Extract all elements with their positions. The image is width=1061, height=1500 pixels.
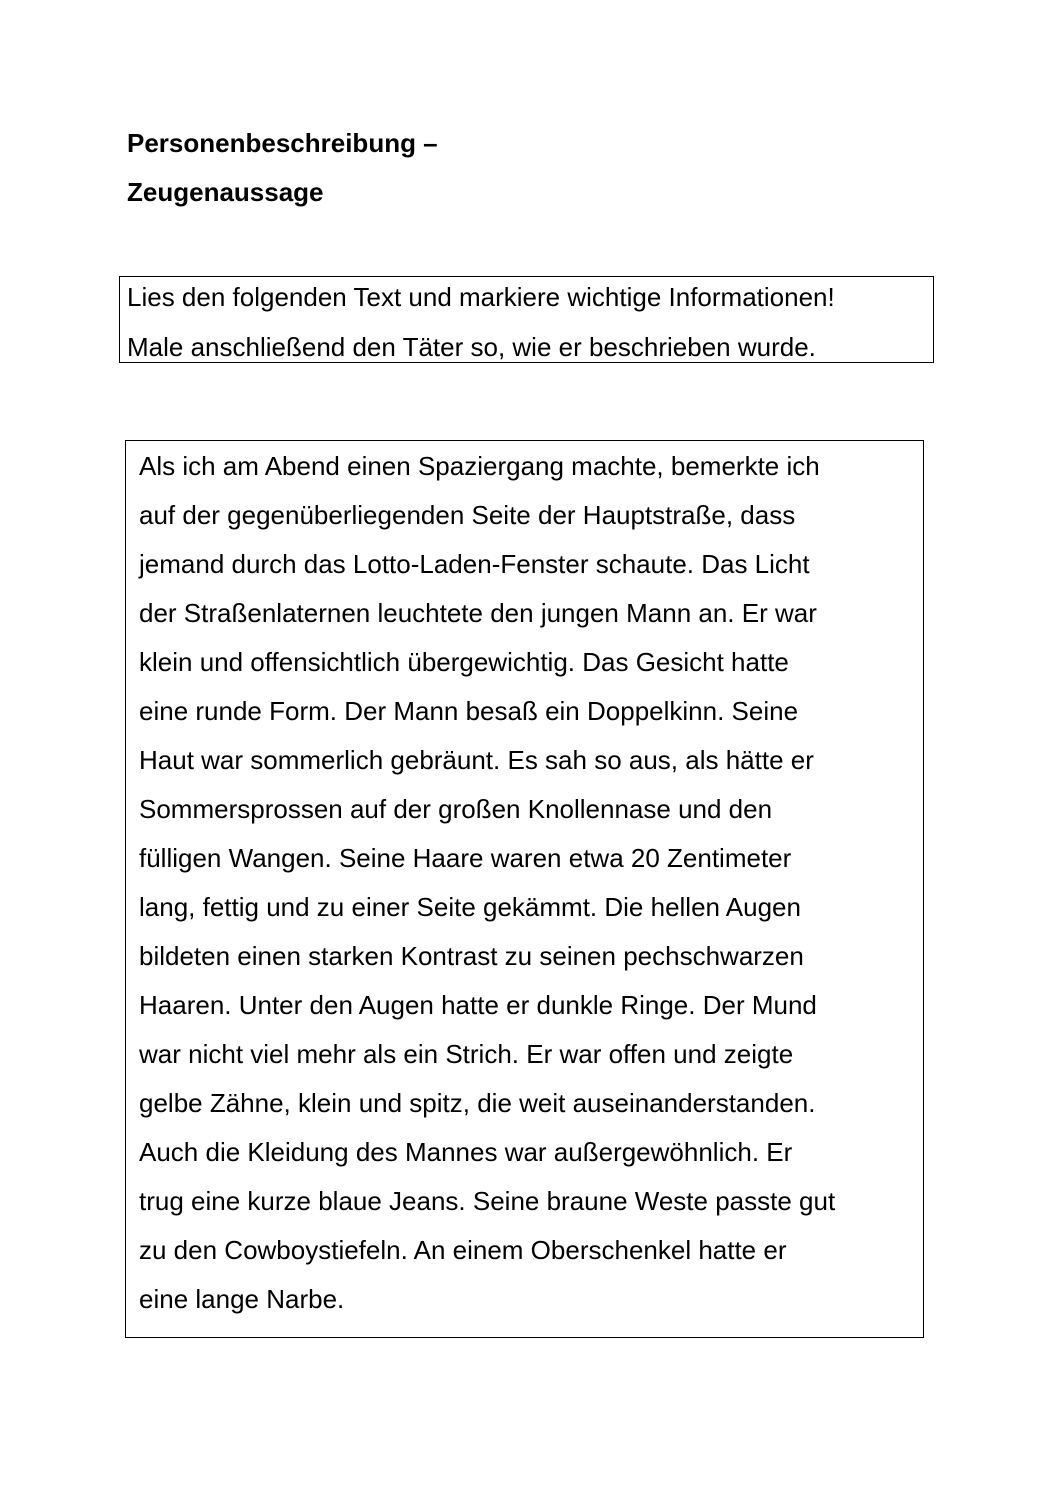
statement-line: gelbe Zähne, klein und spitz, die weit auseinanderstanden. bbox=[139, 1088, 816, 1118]
statement-line: fülligen Wangen. Seine Haare waren etwa 20 Zentimeter bbox=[139, 843, 792, 873]
statement-line: eine lange Narbe. bbox=[139, 1284, 345, 1314]
statement-line: klein und offensichtlich übergewichtig. Das Gesicht hatte bbox=[139, 647, 789, 677]
statement-line: war nicht viel mehr als ein Strich. Er war offen und zeigte bbox=[139, 1039, 794, 1069]
witness-statement-box bbox=[125, 440, 924, 1338]
statement-line: Haaren. Unter den Augen hatte er dunkle Ringe. Der Mund bbox=[139, 990, 817, 1020]
statement-line: Auch die Kleidung des Mannes war außergewöhnlich. Er bbox=[139, 1137, 793, 1167]
statement-line: Haut war sommerlich gebräunt. Es sah so aus, als hätte er bbox=[139, 745, 814, 775]
page-subtitle: Zeugenaussage bbox=[127, 177, 324, 207]
statement-line: bildeten einen starken Kontrast zu seinen pechschwarzen bbox=[139, 941, 804, 971]
task-instructions-box bbox=[119, 276, 934, 363]
page-title: Personenbeschreibung – bbox=[127, 128, 438, 158]
statement-line: jemand durch das Lotto-Laden-Fenster schaute. Das Licht bbox=[139, 549, 810, 579]
statement-line: auf der gegenüberliegenden Seite der Hauptstraße, dass bbox=[139, 500, 796, 530]
statement-line: Als ich am Abend einen Spaziergang machte, bemerkte ich bbox=[139, 451, 820, 481]
statement-line: eine runde Form. Der Mann besaß ein Doppelkinn. Seine bbox=[139, 696, 799, 726]
statement-line: trug eine kurze blaue Jeans. Seine braune Weste passte gut bbox=[139, 1186, 836, 1216]
statement-line: der Straßenlaternen leuchtete den jungen Mann an. Er war bbox=[139, 598, 817, 628]
statement-line: lang, fettig und zu einer Seite gekämmt. Die hellen Augen bbox=[139, 892, 801, 922]
task-line: Lies den folgenden Text und markiere wichtige Informationen! bbox=[127, 282, 835, 312]
statement-line: zu den Cowboystiefeln. An einem Oberschenkel hatte er bbox=[139, 1235, 787, 1265]
task-line: Male anschließend den Täter so, wie er beschrieben wurde. bbox=[127, 332, 816, 362]
statement-line: Sommersprossen auf der großen Knollennase und den bbox=[139, 794, 773, 824]
